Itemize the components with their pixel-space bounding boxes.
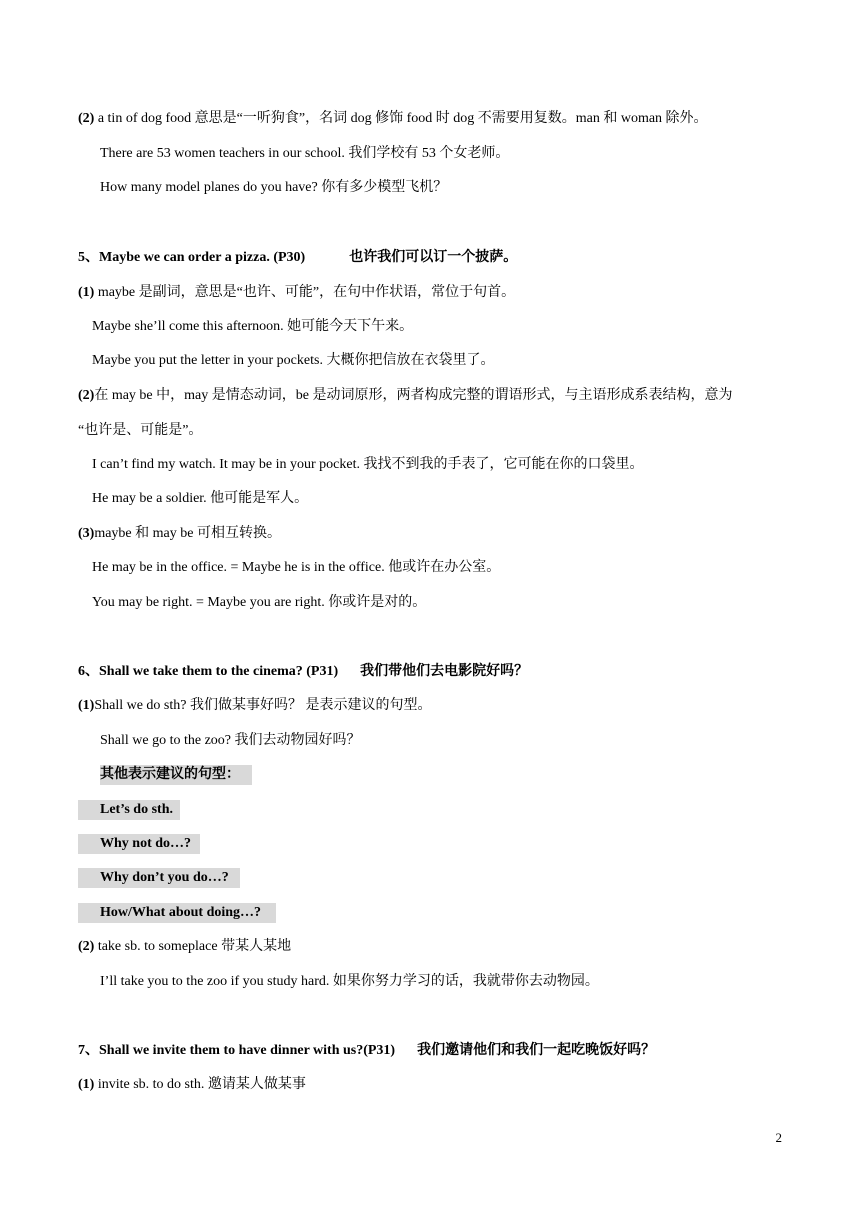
item-number: (1) xyxy=(78,698,95,713)
example-sentence: He may be a soldier. 他可能是军人。 xyxy=(92,491,309,506)
note-text: Shall we do sth? 我们做某事好吗？ 是表示建议的句型。 xyxy=(94,698,432,713)
note-text: 在 may be 中，may 是情态动词，be 是动词原形，两者构成完整的谓语形式，与主语形成系表结构，意为 xyxy=(94,388,733,403)
note-line xyxy=(78,937,800,957)
note-line xyxy=(78,109,800,129)
item-number: (2) xyxy=(78,939,95,954)
note-text: take sb. to someplace 带某人某地 xyxy=(94,939,292,954)
suggestion-pattern: Why not do…? xyxy=(100,836,192,851)
example-sentence: Maybe you put the letter in your pockets. 大概你把信放在衣袋里了。 xyxy=(92,353,495,368)
note-text: maybe 是副词，意思是“也许、可能”，在句中作状语，常位于句首。 xyxy=(94,285,516,300)
example-sentence: You may be right. = Maybe you are right. 你或许是对的。 xyxy=(92,595,427,610)
suggestion-pattern: How/What about doing…? xyxy=(100,905,262,920)
heading-en: 7、Shall we invite them to have dinner with us?(P31) xyxy=(78,1043,396,1058)
example-sentence: How many model planes do you have? 你有多少模型飞机？ xyxy=(100,180,448,195)
note-line xyxy=(78,1075,800,1095)
note-text: invite sb. to do sth. 邀请某人做某事 xyxy=(94,1077,306,1092)
example-sentence: There are 53 women teachers in our school. 我们学校有 53 个女老师。 xyxy=(100,146,510,161)
heading-cn: 我们邀请他们和我们一起吃晚饭好吗？ xyxy=(417,1043,656,1058)
item-number: (2) xyxy=(78,388,95,403)
item-number: (2) xyxy=(78,111,95,126)
note-line-continued: “也许是、可能是”。 xyxy=(78,423,203,438)
highlighted-heading: 其他表示建议的句型： xyxy=(100,767,240,782)
example-sentence: Shall we go to the zoo? 我们去动物园好吗？ xyxy=(100,733,361,748)
example-sentence: He may be in the office. = Maybe he is in the office. 他或许在办公室。 xyxy=(92,560,501,575)
page-number: 2 xyxy=(775,1130,782,1145)
example-sentence: Maybe she’ll come this afternoon. 她可能今天下午来。 xyxy=(92,319,414,334)
note-text: maybe 和 may be 可相互转换。 xyxy=(94,526,281,541)
suggestion-pattern: Let’s do sth. xyxy=(100,802,173,817)
section-heading xyxy=(78,1041,800,1061)
note-line xyxy=(78,386,800,406)
example-sentence: I’ll take you to the zoo if you study hard. 如果你努力学习的话，我就带你去动物园。 xyxy=(100,974,599,989)
suggestion-pattern: Why don’t you do…? xyxy=(100,870,229,885)
heading-en: 5、Maybe we can order a pizza. (P30) xyxy=(78,250,306,265)
heading-cn: 我们带他们去电影院好吗？ xyxy=(360,664,529,679)
section-heading xyxy=(78,248,800,268)
item-number: (1) xyxy=(78,285,95,300)
example-sentence: I can’t find my watch. It may be in your pocket. 我找不到我的手表了，它可能在你的口袋里。 xyxy=(92,457,644,472)
note-line xyxy=(78,696,800,716)
note-text: a tin of dog food 意思是“一听狗食”，名词 dog 修饰 food 时 dog 不需要用复数。man 和 woman 除外。 xyxy=(94,111,708,126)
note-line xyxy=(78,524,800,544)
heading-cn: 也许我们可以订一个披萨。 xyxy=(349,250,518,265)
item-number: (1) xyxy=(78,1077,95,1092)
heading-en: 6、Shall we take them to the cinema? (P31) xyxy=(78,664,339,679)
note-line xyxy=(78,283,800,303)
item-number: (3) xyxy=(78,526,95,541)
section-heading xyxy=(78,662,800,682)
